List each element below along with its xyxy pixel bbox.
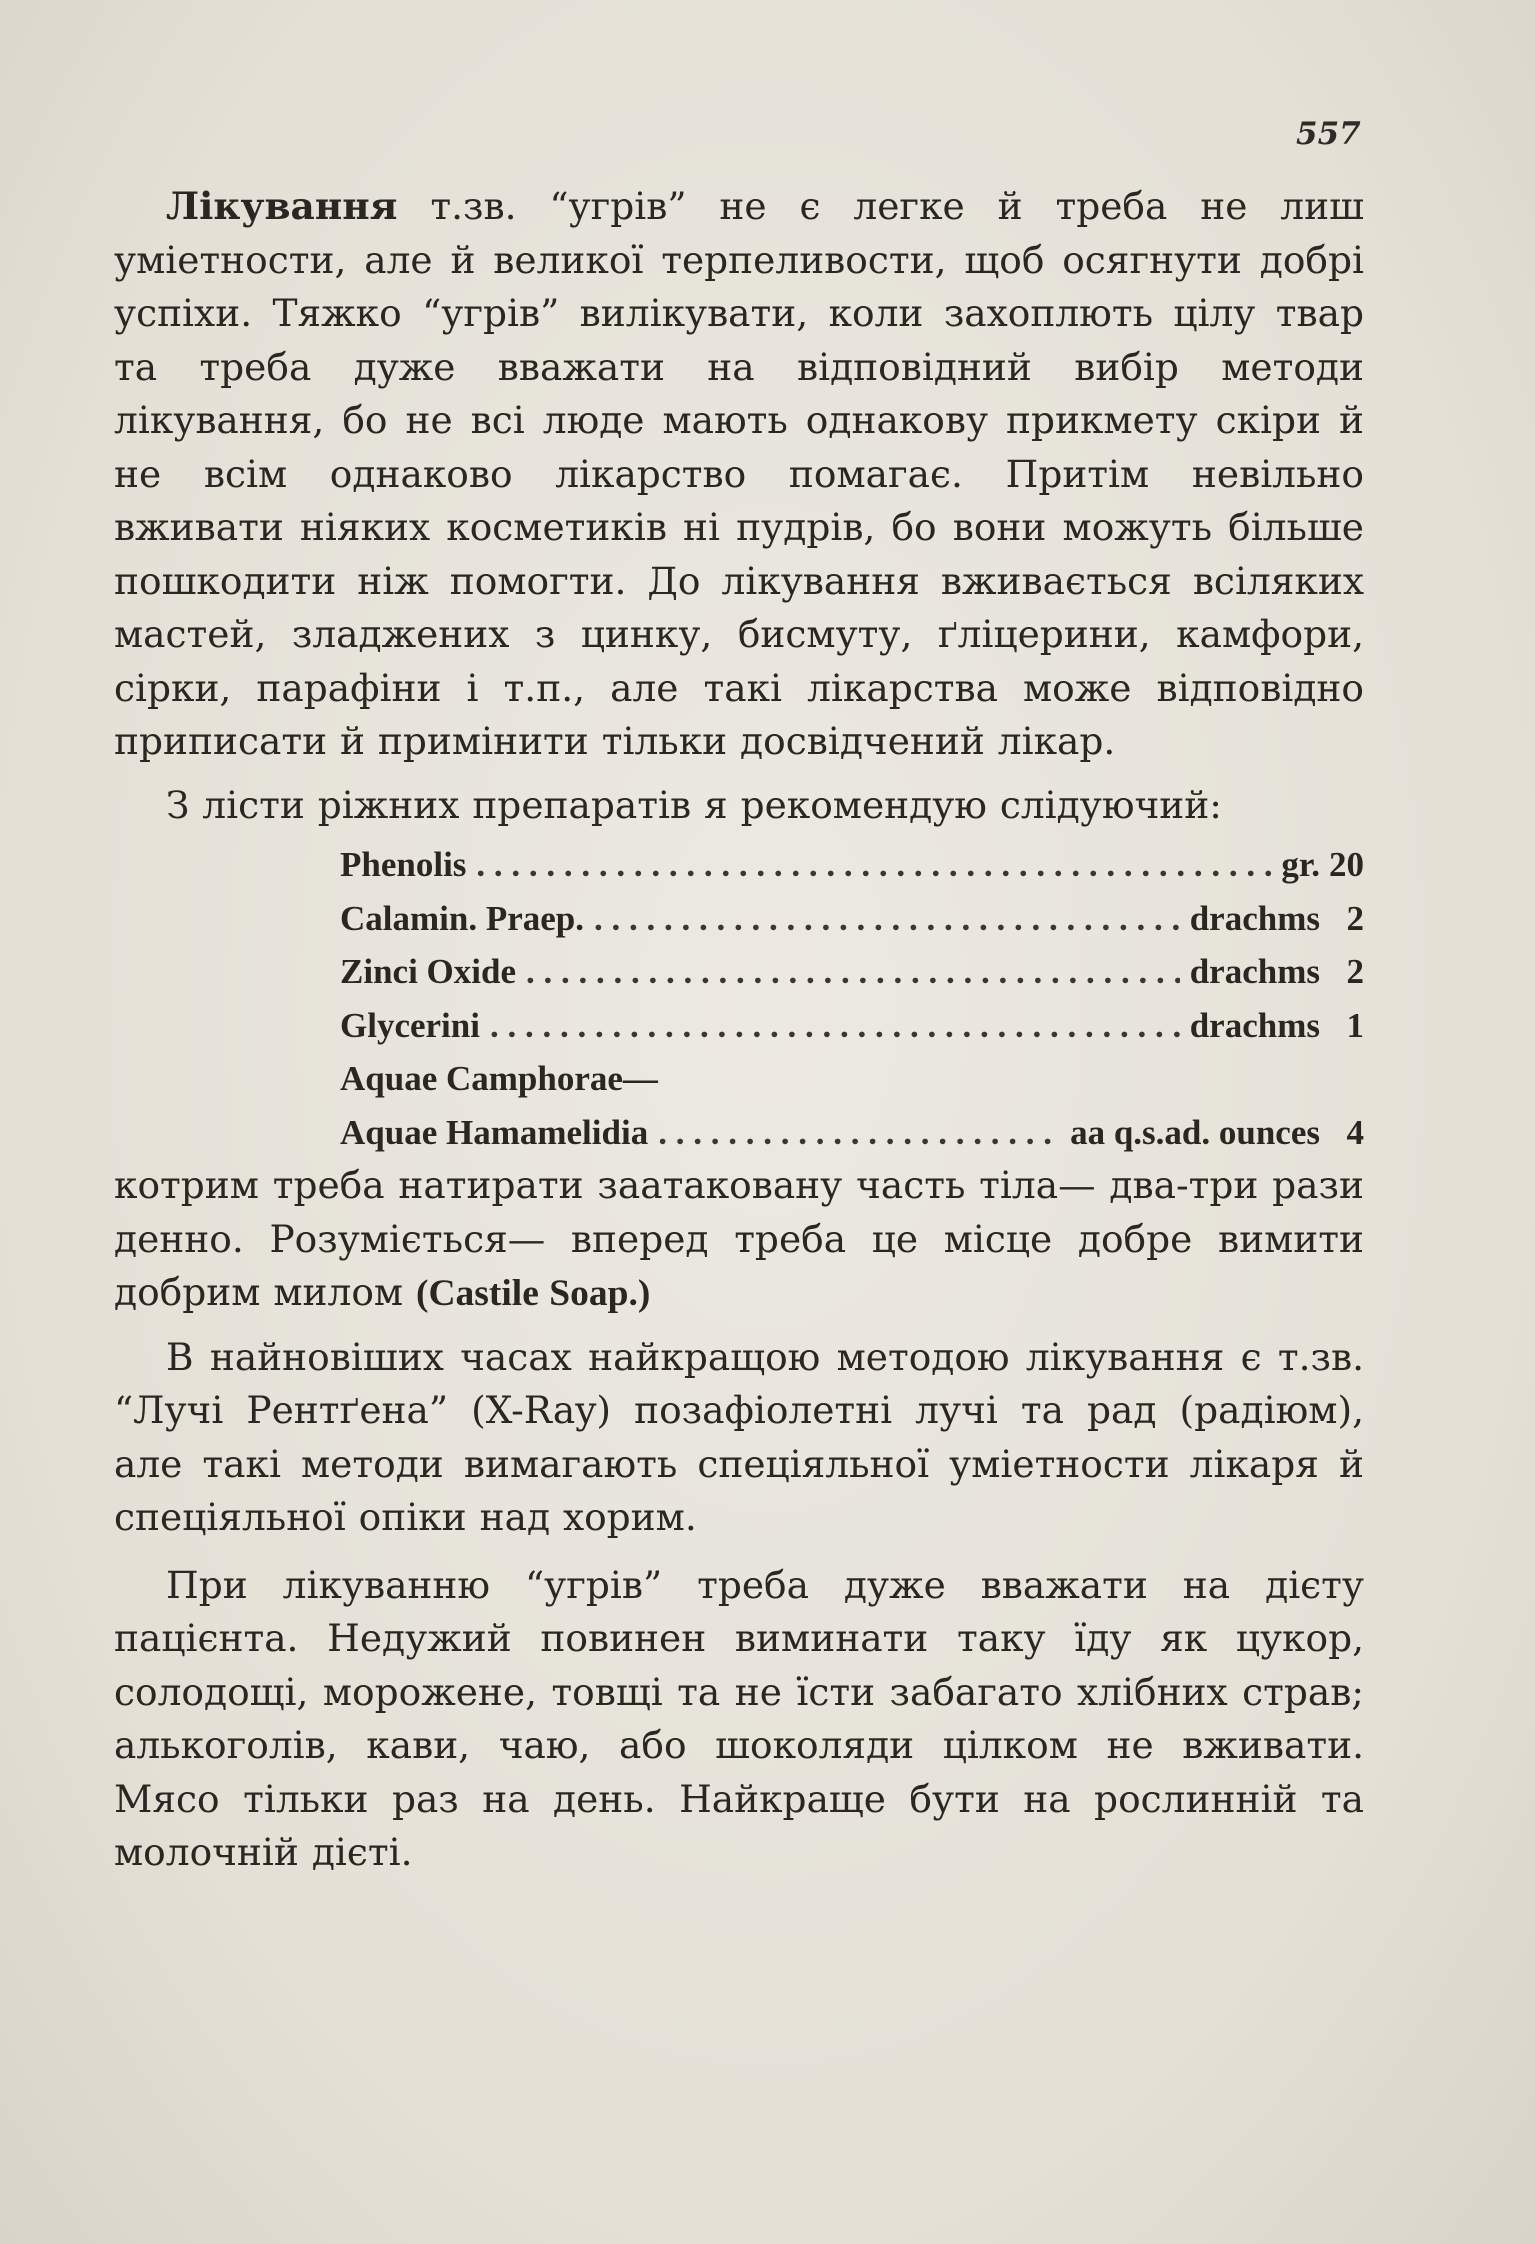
ingredient-quantity: 4 xyxy=(1346,1112,1364,1152)
ingredient-name: Phenolis xyxy=(340,845,467,884)
prescription-list xyxy=(340,838,1364,1159)
ingredient-name: Glycerini xyxy=(340,1005,480,1045)
ingredient-unit: drachms xyxy=(1189,1005,1320,1045)
dot-leader xyxy=(476,838,1271,892)
ingredient-unit: drachms xyxy=(1189,898,1320,938)
ingredient-name: Zinci Oxide xyxy=(340,952,516,991)
page-body xyxy=(114,180,1364,1880)
paragraph-preparations-intro: З лісти ріжних препаратів я рекомендую слідуючий: xyxy=(166,782,1222,827)
paragraph-modern-methods: В найновіших часах найкращою методою лікування є т.зв. “Лучі Рентґена” (X-Ray) позафіолетні лучі та рад (радіюм), але такі методи вимагають спеціяльної уміетности лікаря й спеціяльної опіки над хорим. xyxy=(114,1334,1364,1539)
dot-leader xyxy=(658,1106,1060,1160)
dot-leader xyxy=(490,999,1180,1053)
ingredient-unit: gr. xyxy=(1281,845,1320,884)
dot-leader xyxy=(594,892,1180,946)
lead-word: Лікування xyxy=(166,184,398,228)
dot-leader xyxy=(526,945,1180,999)
latin-term: (Castile Soap.) xyxy=(415,1273,651,1314)
ingredient-quantity: 20 xyxy=(1329,845,1364,884)
prescription-item xyxy=(340,838,1364,892)
ingredient-name: Aquae Hamamelidia xyxy=(340,1112,649,1152)
ingredient-quantity: 1 xyxy=(1346,1005,1364,1045)
prescription-item xyxy=(340,1106,1364,1160)
prescription-item xyxy=(340,1052,1364,1106)
ingredient-name: Calamin. Praep. xyxy=(340,898,585,938)
paragraph-text: котрим треба натирати заатаковану часть тіла— два-три рази денно. Розуміється— вперед треба це місце добре вимити добрим милом xyxy=(114,1163,1364,1314)
ingredient-quantity: 2 xyxy=(1346,898,1364,938)
ingredient-name: Aquae Camphorae— xyxy=(340,1059,658,1098)
paragraph-text: т.зв. “угрів” не є легке й треба не лиш уміетности, але й великої терпеливости, щоб осягнути добрі успіхи. Тяжко “угрів” вилікувати, коли захоплють цілу твар та треба дуже вважати на відповідний вибір методи лікування, бо не всі люде мають однакову прикмету скіри й не всім однаково лікарство помагає. Притім невільно вживати ніяких косметиків ні пудрів, бо вони можуть більше пошкодити ніж помогти. До лікування вживається всіляких мастей, зладжених з цинку, бисмуту, ґліцерини, камфори, сірки, парафіни і т.п., але такі лікарства може відповідно приписати й примінити тільки досвідчений лікар. xyxy=(114,184,1364,763)
page-number: 557 xyxy=(1296,116,1361,152)
ingredient-quantity: 2 xyxy=(1346,952,1364,991)
paragraph-application xyxy=(114,1159,1364,1321)
prescription-item xyxy=(340,999,1364,1053)
ingredient-unit: aa q.s.ad. ounces xyxy=(1070,1112,1320,1152)
paragraph-diet: При лікуванню “угрів” треба дуже вважати на дієту пацієнта. Недужий повинен виминати таку їду як цукор, солодощі, морожене, товщі та не їсти забагато хлібних страв; алькоголів, кави, чаю, або шоколяди цілком не вживати. Мясо тільки раз на день. Найкраще бути на рослинній та молочній дієті. xyxy=(114,1562,1364,1874)
prescription-item xyxy=(340,892,1364,946)
ingredient-unit: drachms xyxy=(1189,952,1320,991)
prescription-item xyxy=(340,945,1364,999)
paragraph-treatment-intro xyxy=(114,180,1364,769)
